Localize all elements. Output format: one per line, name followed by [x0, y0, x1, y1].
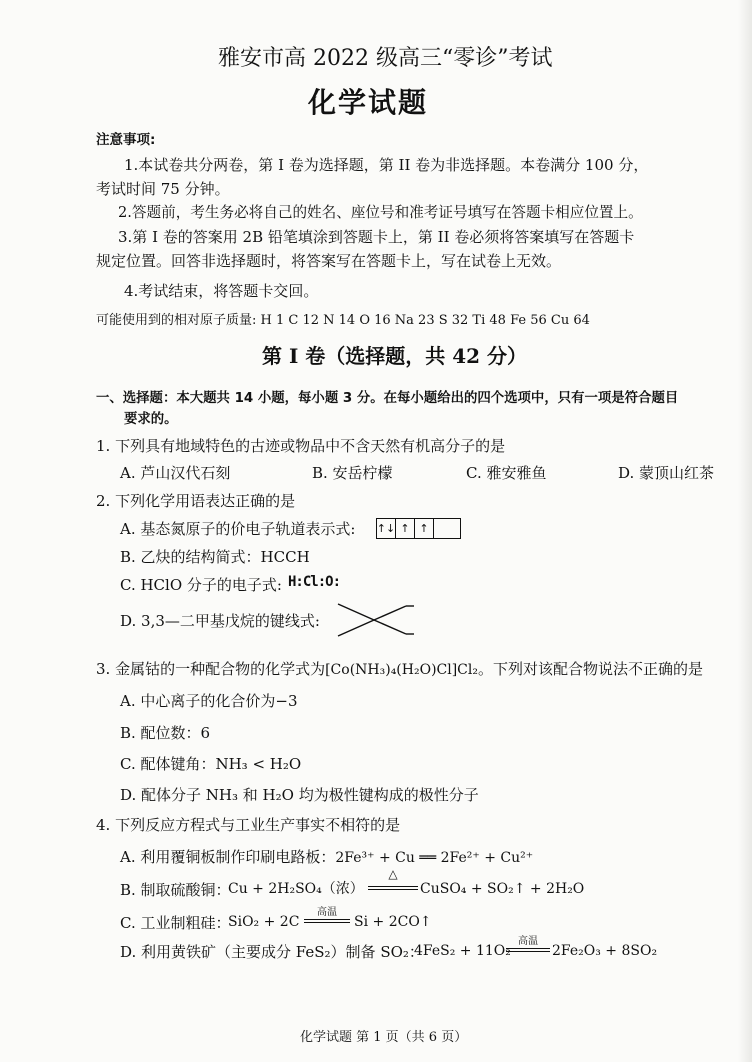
subject-title: 化学试题: [308, 86, 429, 119]
orbital-cell-3: ↑: [415, 519, 434, 538]
orbital-diagram: [376, 518, 461, 539]
page-footer: 化学试题 第 1 页（共 6 页）: [300, 1030, 468, 1045]
equation-arrow-b-bottom: [368, 889, 418, 890]
question-1-option-d: D. 蒙顶山红茶: [618, 464, 715, 482]
question-4-option-d-label: D. 利用黄铁矿（主要成分 FeS₂）制备 SO₂：: [120, 943, 424, 961]
question-4-option-b-condition: △: [388, 867, 398, 881]
question-4-option-b-rhs: CuSO₄ + SO₂↑ + 2H₂O: [420, 881, 585, 897]
orbital-cell-4: [434, 519, 460, 538]
notes-item-2: 2.答题前，考生务必将自己的姓名、座位号和准考证号填写在答题卡相应位置上。: [118, 204, 643, 221]
question-4-option-d-condition: 高温: [518, 936, 538, 947]
section-instruction: 一、选择题：本大题共 14 小题，每小题 3 分。在每小题给出的四个选项中，只有一项是符合题目: [96, 391, 679, 406]
equation-arrow-c-top: [304, 919, 350, 920]
equation-arrow-d-bottom: [506, 951, 550, 952]
orbital-cell-1: ↑↓: [377, 519, 396, 538]
question-3-stem-post: 。下列对该配合物说法不正确的是: [477, 660, 703, 678]
question-1-option-a: A. 芦山汉代石刻: [120, 464, 231, 482]
question-4-option-b-label: B. 制取硫酸铜：: [120, 881, 231, 899]
question-4-option-a-label: A. 利用覆铜板制作印刷电路板：: [120, 848, 336, 866]
exam-title: 雅安市高 2022 级高三“零诊”考试: [218, 46, 553, 71]
question-1-stem: 1. 下列具有地域特色的古迹或物品中不含天然有机高分子的是: [96, 437, 506, 455]
question-1-option-c: C. 雅安雅鱼: [466, 464, 547, 482]
question-4-option-c-rhs: Si + 2CO↑: [354, 914, 432, 930]
skeletal-formula-icon: [336, 600, 416, 640]
question-4-stem: 4. 下列反应方程式与工业生产事实不相符的是: [96, 816, 401, 834]
question-4-option-a-equation: 2Fe³⁺ + Cu ══ 2Fe²⁺ + Cu²⁺: [335, 850, 534, 866]
orbital-cell-2: ↑: [396, 519, 415, 538]
question-3-option-b: B. 配位数：6: [120, 724, 211, 742]
equation-arrow-b-top: [368, 886, 418, 887]
question-3-formula: [Co(NH₃)₄(H₂O)Cl]Cl₂: [325, 662, 478, 678]
question-2-stem: 2. 下列化学用语表达正确的是: [96, 492, 296, 510]
notes-item-1: 1.本试卷共分两卷，第 I 卷为选择题，第 II 卷为非选择题。本卷满分 100 分，: [124, 156, 649, 174]
question-4-option-b-lhs: Cu + 2H₂SO₄（浓）: [228, 881, 364, 897]
equation-arrow-c-bottom: [304, 922, 350, 923]
question-2-option-b: B. 乙炔的结构简式：HCCH: [120, 548, 310, 566]
scan-edge-shadow: [738, 0, 752, 1062]
question-4-option-c-lhs: SiO₂ + 2C: [228, 914, 300, 930]
section-title: 第 I 卷（选择题，共 42 分）: [262, 344, 528, 368]
question-3-stem-pre: 3. 金属钴的一种配合物的化学式为: [96, 660, 326, 678]
question-3-option-d: D. 配体分子 NH₃ 和 H₂O 均为极性键构成的极性分子: [120, 786, 479, 804]
question-4-option-d-rhs: 2Fe₂O₃ + 8SO₂: [552, 943, 658, 959]
question-3-option-a: A. 中心离子的化合价为−3: [120, 692, 298, 710]
question-4-option-d-lhs: 4FeS₂ + 11O₂: [414, 943, 511, 959]
notes-heading: 注意事项:: [96, 132, 156, 148]
notes-item-3: 3.第 I 卷的答案用 2B 铅笔填涂到答题卡上，第 II 卷必须将答案填写在答题卡: [118, 228, 635, 246]
notes-item-4: 4.考试结束，将答题卡交回。: [124, 282, 319, 300]
section-instruction-cont: 要求的。: [124, 412, 178, 427]
question-2-option-a: A. 基态氮原子的价电子轨道表示式:: [120, 520, 356, 538]
question-4-option-c-label: C. 工业制粗硅：: [120, 914, 231, 932]
notes-item-3-cont: 规定位置。回答非选择题时，将答案写在答题卡上，写在试卷上无效。: [96, 252, 562, 270]
atomic-masses: 可能使用到的相对原子质量: H 1 C 12 N 14 O 16 Na 23 S 32 Ti 48 Fe 56 Cu 64: [96, 313, 590, 328]
question-4-option-c-condition: 高温: [317, 907, 337, 918]
notes-item-1-cont: 考试时间 75 分钟。: [96, 180, 230, 198]
question-2-option-d: D. 3,3—二甲基戊烷的键线式:: [120, 612, 320, 630]
question-4-option-a: [120, 848, 533, 867]
question-3-stem: [96, 660, 703, 679]
equation-arrow-d-top: [506, 948, 550, 949]
hclo-electron-formula: H:Cl:O:: [288, 574, 341, 590]
question-2-option-c: C. HClO 分子的电子式:: [120, 576, 282, 594]
question-1-option-b: B. 安岳柠檬: [312, 464, 393, 482]
question-3-option-c: C. 配体键角：NH₃ < H₂O: [120, 755, 302, 773]
